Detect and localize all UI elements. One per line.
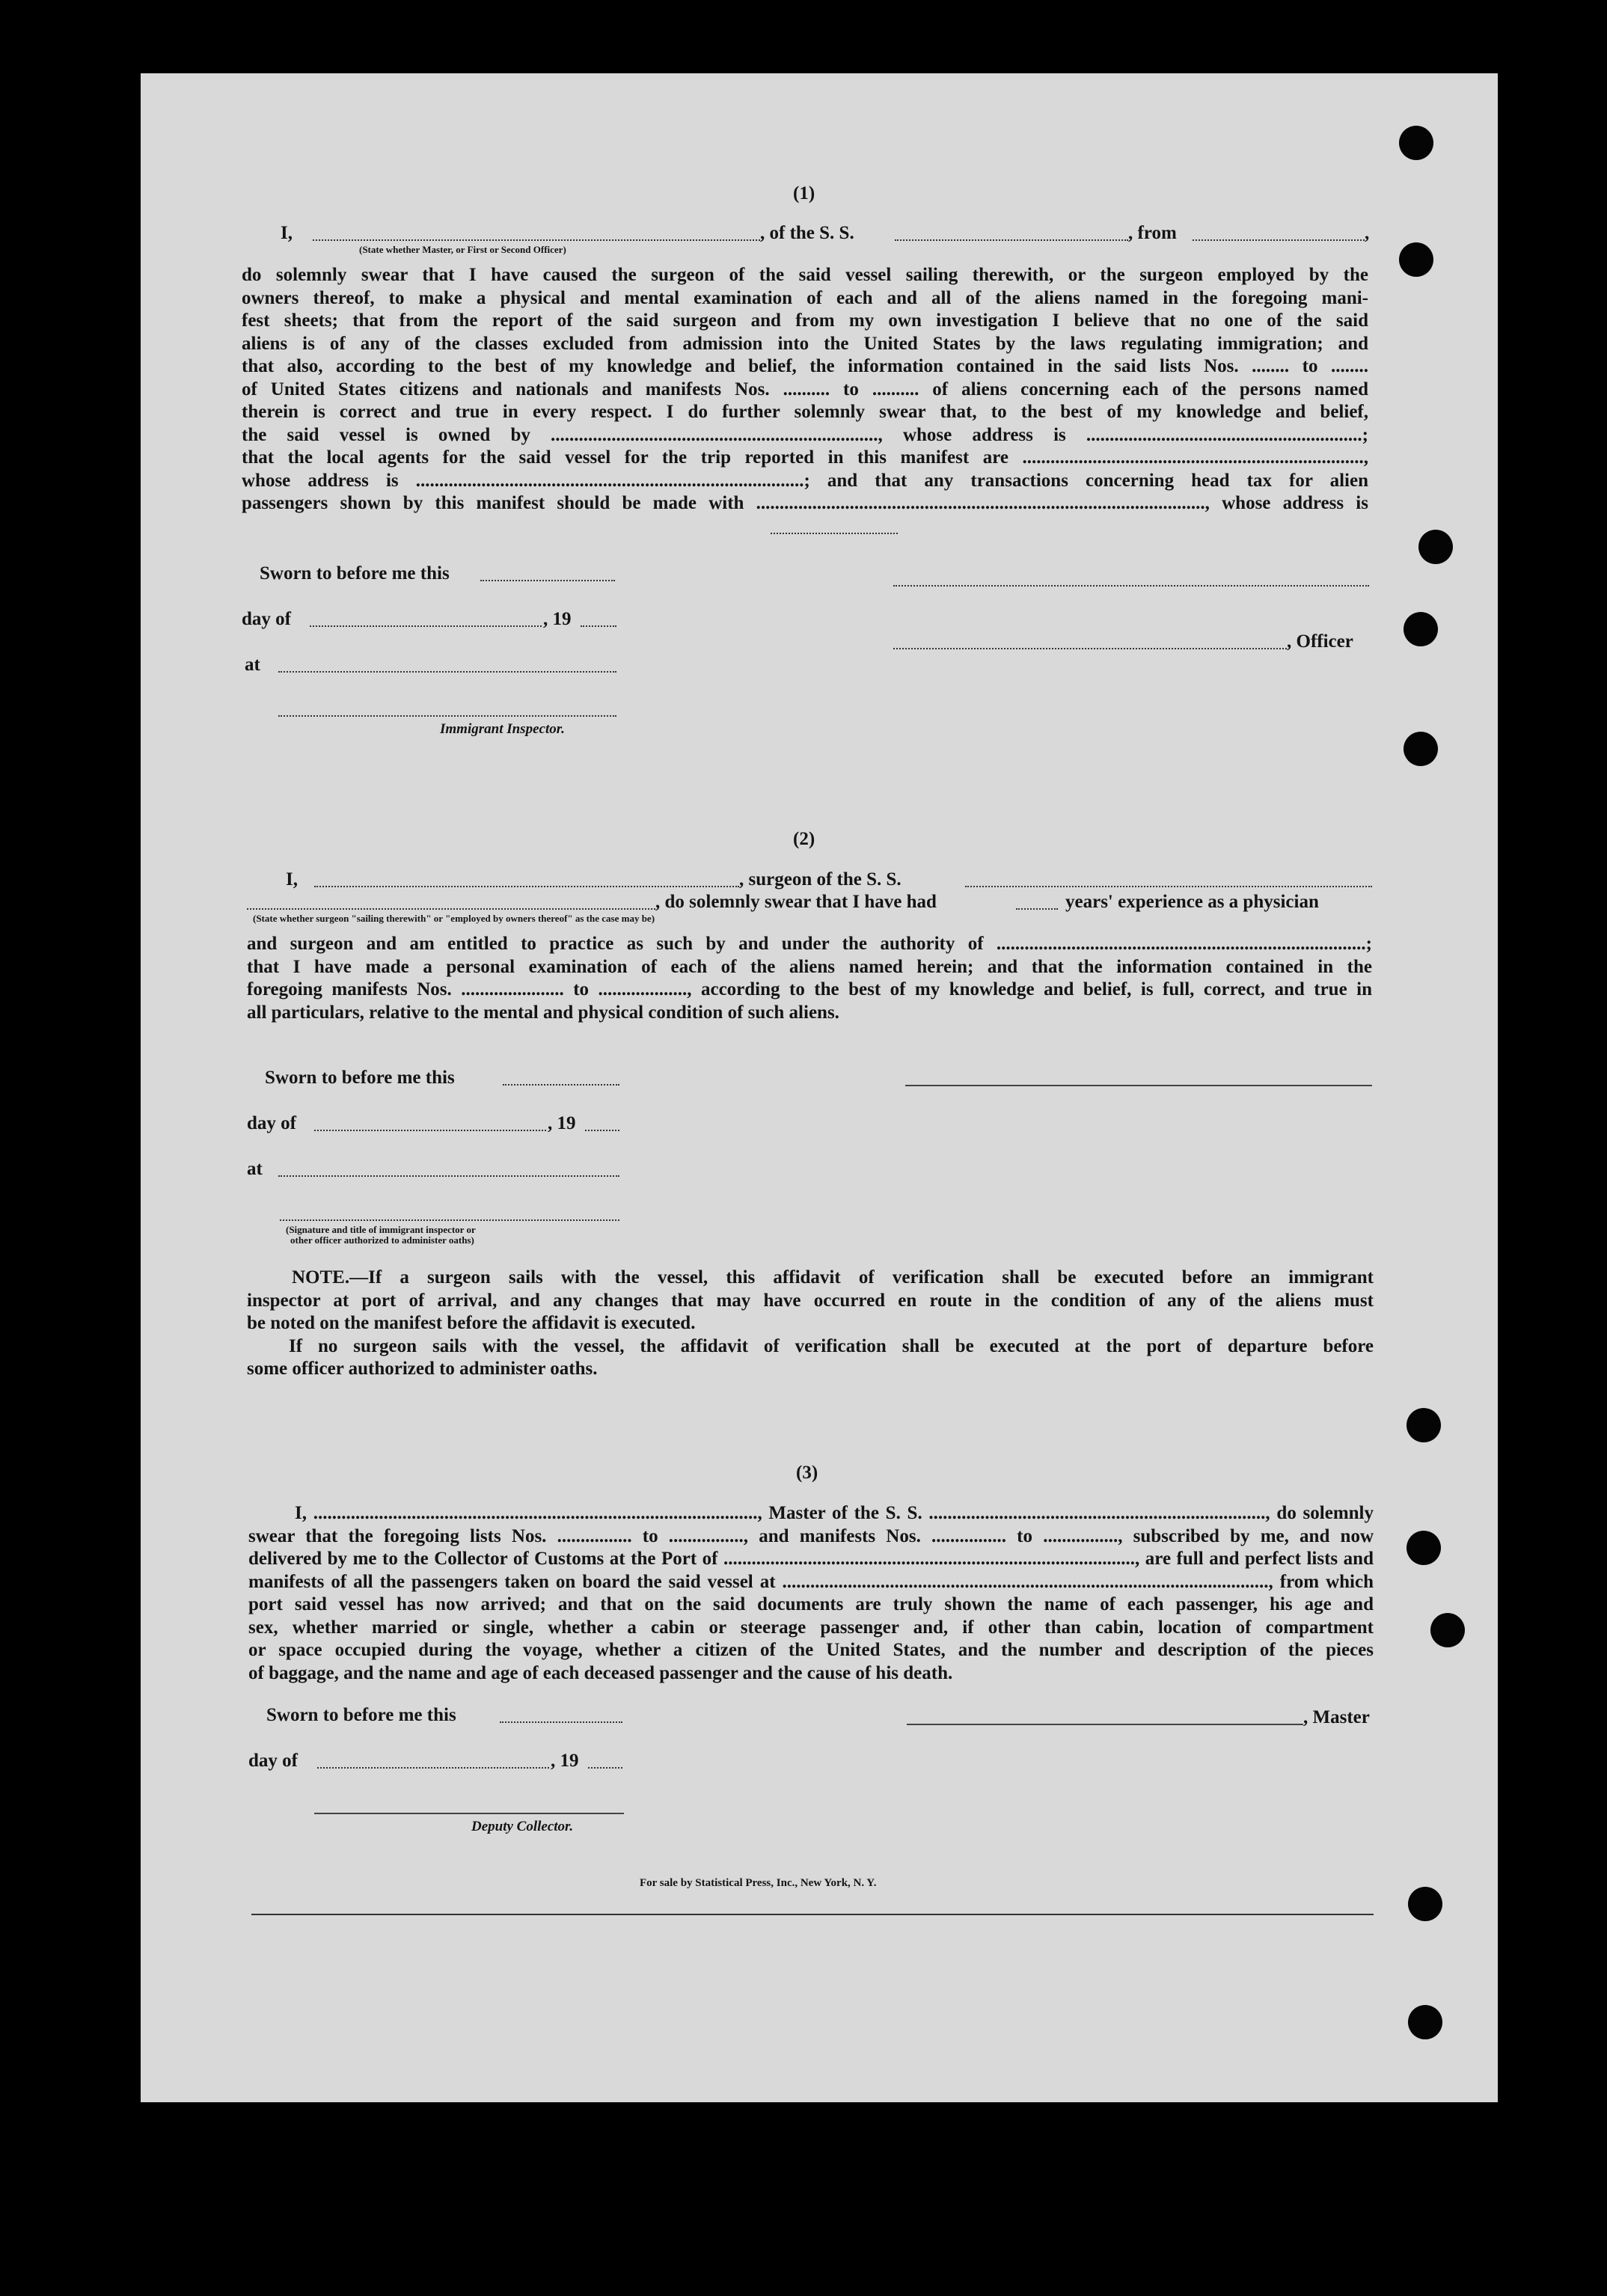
at-label: at — [247, 1159, 263, 1179]
punch-hole — [1406, 1408, 1441, 1442]
year-prefix: , 19 — [543, 609, 572, 629]
year-field[interactable] — [585, 1130, 619, 1131]
do-swear-label: , do solemnly swear that I have had — [655, 892, 937, 912]
note-line: some officer authorized to administer oaths. — [247, 1359, 598, 1379]
at-place-field[interactable] — [278, 1175, 619, 1177]
inspector-signature-field[interactable] — [278, 715, 616, 717]
paragraph-line: do solemnly swear that I have caused the surgeon of the said vessel sailing therewith, or the surgeon employed by the — [242, 265, 1368, 285]
paragraph-line: swear that the foregoing lists Nos. ................ to ................, and manifests Nos. ................ to ................, subscribed by me, and now — [248, 1525, 1374, 1546]
paragraph-line: whose address is ...................................................................................; and that any transactions concerning head tax for alien — [242, 470, 1368, 491]
at-place-field[interactable] — [278, 671, 616, 673]
immigrant-inspector-caption: Immigrant Inspector. — [440, 721, 565, 737]
sworn-date-field[interactable] — [500, 1721, 622, 1723]
section-1-paragraph — [242, 264, 1368, 515]
section-1-i: I, — [281, 223, 293, 243]
section-3-paragraph — [248, 1502, 1374, 1685]
section-2-heading: (2) — [793, 829, 815, 849]
deputy-signature-field[interactable] — [314, 1813, 624, 1814]
sworn-label: Sworn to before me this — [265, 1068, 455, 1088]
paragraph-line: or space occupied during the voyage, whether a citizen of the United States, and the number and description of the pieces — [248, 1640, 1374, 1660]
of-ss-label: , of the S. S. — [760, 223, 854, 243]
day-of-label: day of — [242, 609, 291, 629]
rank-caption: (State whether Master, or First or Second Officer) — [359, 244, 566, 255]
master-label: , Master — [1303, 1707, 1370, 1727]
signature-caption: (Signature and title of immigrant inspector or — [286, 1224, 476, 1235]
punch-hole — [1418, 530, 1453, 564]
paragraph-line: aliens is of any of the classes excluded from admission into the United States by the laws regulating immigration; and — [242, 333, 1368, 354]
surgeon-caption: (State whether surgeon "sailing therewith" or "employed by owners thereof" as the case may be) — [253, 913, 655, 924]
from-label: , from — [1128, 223, 1177, 243]
years-experience-label: years' experience as a physician — [1065, 892, 1319, 912]
day-of-label: day of — [247, 1113, 296, 1133]
paragraph-line: and surgeon and am entitled to practice as such by and under the authority of ...............................................................................; — [247, 934, 1372, 954]
punch-hole — [1404, 612, 1438, 646]
paragraph-line: the said vessel is owned by ......................................................................, whose address is ...........................................................; — [242, 424, 1368, 445]
day-of-field[interactable] — [317, 1767, 549, 1769]
footer-rule — [251, 1914, 1374, 1915]
from-port-field[interactable] — [1193, 239, 1365, 241]
note-line: If no surgeon sails with the vessel, the affidavit of verification shall be executed at the port of departure before — [289, 1335, 1374, 1356]
surgeon-signature-field[interactable] — [905, 1085, 1372, 1086]
day-of-field[interactable] — [314, 1130, 546, 1131]
officer-signature-field[interactable] — [280, 1219, 619, 1221]
paragraph-line: manifests of all the passengers taken on board the said vessel at ........................................................................................................, from which — [248, 1571, 1374, 1592]
paragraph-line: that the local agents for the said vessel for the trip reported in this manifest are ........................................................................., — [242, 447, 1368, 468]
paragraph-line: therein is correct and true in every respect. I do further solemnly swear that, to the best of my knowledge and belief, — [242, 402, 1368, 422]
year-prefix: , 19 — [551, 1751, 579, 1771]
punch-hole — [1406, 1531, 1441, 1565]
year-field[interactable] — [581, 625, 616, 627]
sworn-date-field[interactable] — [480, 580, 615, 581]
footer-imprint: For sale by Statistical Press, Inc., New York, N. Y. — [640, 1877, 877, 1889]
surgeon-of-label: , surgeon of the S. S. — [739, 869, 902, 890]
paragraph-line: foregoing manifests Nos. ...................... to ..................., according to the best of my knowledge and belief, is full, correct, and true in — [247, 979, 1372, 999]
punch-hole — [1399, 242, 1433, 277]
note-line: NOTE.—If a surgeon sails with the vessel, this affidavit of verification shall be executed before an immigrant — [292, 1267, 1374, 1288]
section-1-heading: (1) — [793, 183, 815, 203]
paragraph-line: I, ..............................................................................................., Master of the S. S. ........................................................................, do solemnly — [295, 1503, 1374, 1523]
punch-hole — [1430, 1613, 1465, 1647]
section-2-i: I, — [286, 869, 298, 890]
surgeon-vessel-field[interactable] — [965, 886, 1372, 887]
deputy-collector-caption: Deputy Collector. — [471, 1819, 574, 1834]
punch-hole — [1399, 126, 1433, 160]
punch-hole — [1404, 732, 1438, 766]
vessel-name-field[interactable] — [895, 239, 1128, 241]
signature-field[interactable] — [893, 585, 1369, 587]
paragraph-line: of United States citizens and nationals and manifests Nos. .......... to .......... of aliens concerning each of the persons named — [242, 379, 1368, 399]
section-2-paragraph — [247, 933, 1372, 1024]
at-label: at — [245, 655, 260, 675]
signature-caption: other officer authorized to administer oaths) — [290, 1234, 474, 1246]
punch-hole — [1408, 1887, 1442, 1921]
officer-label: , Officer — [1287, 631, 1353, 652]
paragraph-line: port said vessel has now arrived; and that on the said documents are truly shown the name of each passenger, his age and — [248, 1594, 1374, 1614]
paragraph-line: all particulars, relative to the mental and physical condition of such aliens. — [247, 1002, 839, 1023]
sworn-date-field[interactable] — [503, 1084, 619, 1086]
year-prefix: , 19 — [548, 1113, 576, 1133]
paragraph-line: sex, whether married or single, whether a cabin or steerage passenger and, if other than cabin, location of compartment — [248, 1617, 1374, 1638]
line-end-comma: , — [1365, 223, 1370, 243]
master-signature-field[interactable] — [907, 1724, 1303, 1725]
extra-address-field[interactable] — [771, 533, 898, 534]
paragraph-line: that I have made a personal examination of each of the aliens named herein; and that the information contained in the — [247, 956, 1372, 977]
officer-signature-field[interactable] — [893, 648, 1287, 649]
paragraph-line: that also, according to the best of my knowledge and belief, the information contained in the said lists Nos. ........ to ........ — [242, 356, 1368, 376]
paragraph-line: owners thereof, to make a physical and mental examination of each and all of the aliens named in the foregoing mani- — [242, 287, 1368, 308]
paragraph-line: fest sheets; that from the report of the said surgeon and from my own investigation I believe that no one of the said — [242, 310, 1368, 331]
paragraph-line: delivered by me to the Collector of Customs at the Port of ........................................................................................, are full and perfect lists and — [248, 1549, 1374, 1569]
surgeon-name-field[interactable] — [314, 886, 739, 887]
section-3-heading: (3) — [796, 1463, 818, 1483]
sworn-label: Sworn to before me this — [260, 563, 450, 584]
note-line: inspector at port of arrival, and any changes that may have occurred en route in the condition of any of the aliens must — [247, 1290, 1374, 1311]
note-paragraph — [247, 1267, 1374, 1381]
note-line: be noted on the manifest before the affidavit is executed. — [247, 1313, 696, 1333]
punch-hole — [1408, 2005, 1442, 2039]
sworn-label: Sworn to before me this — [266, 1705, 456, 1725]
paragraph-line: passengers shown by this manifest should be made with ................................................................................................, whose address is — [242, 493, 1368, 513]
paragraph-line: of baggage, and the name and age of each deceased passenger and the cause of his death. — [248, 1662, 953, 1683]
officer-rank-field[interactable] — [313, 239, 760, 241]
surgeon-type-field[interactable] — [247, 908, 655, 910]
years-field[interactable] — [1016, 908, 1058, 910]
day-of-field[interactable] — [310, 625, 542, 627]
day-of-label: day of — [248, 1751, 298, 1771]
year-field[interactable] — [588, 1767, 622, 1769]
